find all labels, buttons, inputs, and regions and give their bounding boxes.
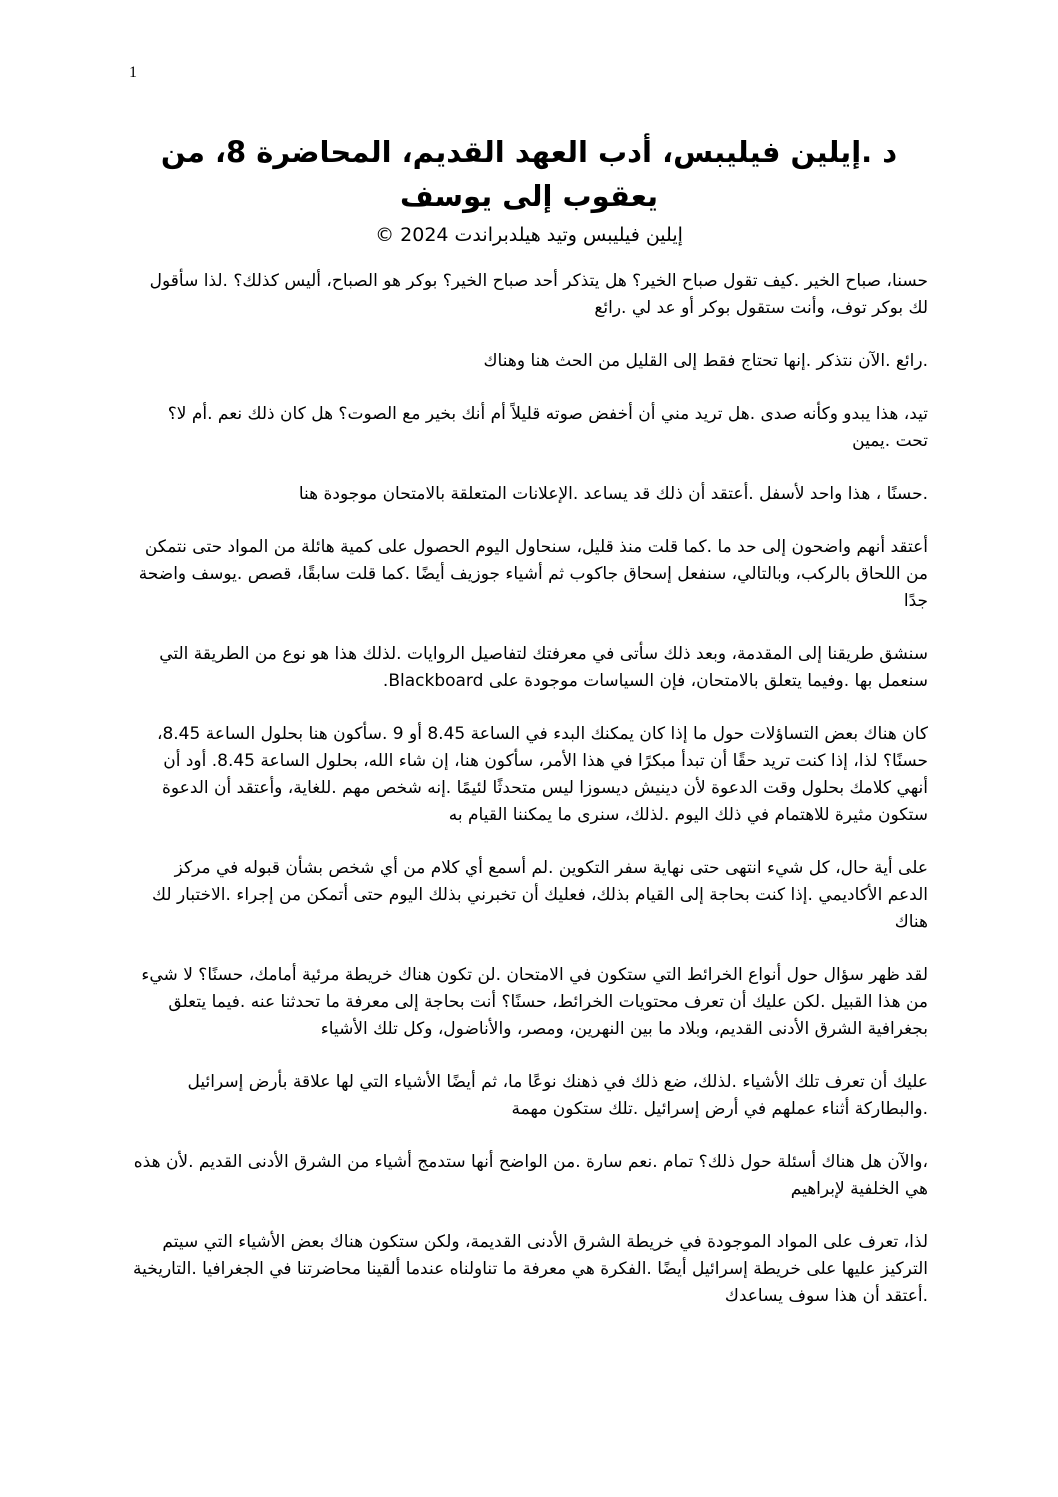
paragraph: تيد، هذا يبدو وكأنه صدى .هل تريد مني أن أخفض صوته قليلاً أم أنك بخير مع الصوت؟ هل كان ذلك نعم .أم لا؟ تحت .يمين bbox=[167, 404, 928, 451]
paragraph: لقد ظهر سؤال حول أنواع الخرائط التي ستكون في الامتحان .لن تكون هناك خريطة مرئية أمامك، حسنًا؟ لا شيء من هذا القبيل .لكن عليك أن تعرف محتويات الخرائط، حسنًا؟ أنت بحاجة إلى معرفة ما تحدثنا عنه .فيما يتعلق بجغرافية الشرق الأدنى القديم، وبلاد ما بين النهرين، ومصر، والأناضول، وكل تلك الأشياء bbox=[141, 965, 928, 1039]
document-title: د .إيلين فيليبس، أدب العهد القديم، المحاضرة 8، من يعقوب إلى يوسف bbox=[160, 135, 898, 213]
document-body bbox=[130, 268, 928, 1336]
copyright-line: إيلين فيليبس وتيد هيلدبراندت 2024 © bbox=[375, 224, 683, 246]
paragraph: سنشق طريقنا إلى المقدمة، وبعد ذلك سأتى في معرفتك لتفاصيل الروايات .لذلك هذا هو نوع من الطريقة التي سنعمل بها .وفيما يتعلق بالامتحان، فإن السياسات موجودة على Blackboard. bbox=[159, 644, 928, 691]
page-number: 1 bbox=[129, 64, 137, 81]
paragraph: حسنا، صباح الخير .كيف تقول صباح الخير؟ هل يتذكر أحد صباح الخير؟ بوكر هو الصباح، أليس كذلك؟ .لذا سأقول لك بوكر توف، وأنت ستقول بوكر أو عد لي .رائع bbox=[149, 271, 928, 318]
paragraph: أعتقد أنهم واضحون إلى حد ما .كما قلت منذ قليل، سنحاول اليوم الحصول على كمية هائلة من المواد حتى نتمكن من اللحاق بالركب، وبالتالي، سنفعل إسحاق جاكوب ثم أشياء جوزيف أيضًا .كما قلت سابقًا، قصص .يوسف واضحة جدًا bbox=[138, 537, 928, 611]
paragraph: .حسنًا ، هذا واحد لأسفل .أعتقد أن ذلك قد يساعد .الإعلانات المتعلقة بالامتحان موجودة هنا bbox=[298, 484, 928, 504]
paragraph: لذا، تعرف على المواد الموجودة في خريطة الشرق الأدنى القديمة، ولكن ستكون هناك بعض الأشياء التي سيتم التركيز عليها على خريطة إسرائيل أيضًا .الفكرة هي معرفة ما تناولناه عندما ألقينا محاضرتنا في الجغرافيا .التاريخية .أعتقد أن هذا سوف يساعدك bbox=[133, 1232, 928, 1306]
paragraph: عليك أن تعرف تلك الأشياء .لذلك، ضع ذلك في ذهنك نوعًا ما، ثم أيضًا الأشياء التي لها علاقة بأرض إسرائيل .والبطاركة أثناء عملهم في أرض إسرائيل .تلك ستكون مهمة bbox=[187, 1072, 928, 1119]
paragraph: على أية حال، كل شيء انتهى حتى نهاية سفر التكوين .لم أسمع أي كلام من أي شخص بشأن قبوله في مركز الدعم الأكاديمي .إذا كنت بحاجة إلى القيام بذلك، فعليك أن تخبرني بذلك اليوم حتى أتمكن من إجراء .الاختبار لك هناك bbox=[152, 858, 928, 932]
paragraph: كان هناك بعض التساؤلات حول ما إذا كان يمكنك البدء في الساعة 8.45 أو 9 .سأكون هنا بحلول الساعة 8.45، حسنًا؟ لذا، إذا كنت تريد حقًا أن تبدأ مبكرًا في هذا الأمر، سأكون هنا، إن شاء الله، بحلول الساعة 8.45. أود أن أنهي كلامك بحلول وقت الدعوة لأن دينيش ديسوزا ليس متحدثًا لئيمًا .إنه شخص مهم .للغاية، وأعتقد أن الدعوة ستكون مثيرة للاهتمام في ذلك اليوم .لذلك، سنرى ما يمكننا القيام به bbox=[156, 724, 928, 825]
paragraph: ،والآن هل هناك أسئلة حول ذلك؟ تمام .نعم سارة .من الواضح أنها ستدمج أشياء من الشرق الأدنى القديم .لأن هذه هي الخلفية لإبراهيم bbox=[133, 1152, 928, 1199]
paragraph: .رائع .الآن نتذكر .إنها تحتاج فقط إلى القليل من الحث هنا وهناك bbox=[483, 351, 928, 371]
